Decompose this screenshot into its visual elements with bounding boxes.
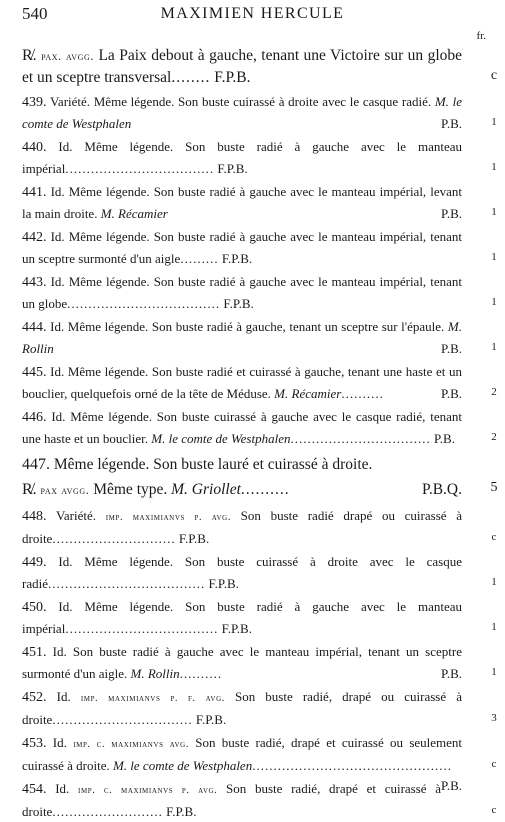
- leader-dots: ..........: [341, 385, 384, 401]
- entry-text-continued: Son buste radié, drapé et cuirassé à droite: [22, 781, 442, 819]
- reverse-marker: R̸.: [22, 481, 37, 498]
- rarity: 1: [491, 160, 497, 173]
- leader-dots: ........: [171, 69, 211, 86]
- source-code: P.B.: [441, 665, 462, 681]
- collection: M. Griollet: [171, 481, 241, 498]
- entry-number: 441.: [22, 185, 47, 200]
- leader-dots: .....................................: [47, 575, 206, 591]
- leader-dots: .................................: [290, 430, 431, 446]
- entry-text-continued: Son buste radié, drapé et cuirassé ou seulement cuirassé à droite.: [22, 735, 463, 773]
- rarity: c: [490, 68, 498, 83]
- entry-number: 440.: [22, 140, 47, 155]
- entry-number: 444.: [22, 320, 47, 335]
- collection: M. le comte de Westphalen: [22, 94, 463, 131]
- entry-number: 446.: [22, 410, 47, 425]
- entry-text: La Paix debout à gauche, tenant une Victoire sur un globe et un sceptre transversal: [22, 47, 463, 86]
- source-code: F.P.B.: [166, 803, 197, 819]
- source-code: P.B.: [441, 205, 462, 221]
- reverse-marker: R̸.: [22, 47, 37, 64]
- legend: imp. c. maximianvs avg.: [73, 739, 189, 750]
- rarity: c: [491, 803, 497, 816]
- rarity: 1: [491, 295, 497, 308]
- source-code: F.P.B.: [223, 295, 254, 311]
- leader-dots: ....................................: [65, 620, 219, 636]
- rarity: c: [491, 757, 497, 770]
- rarity: 1: [491, 250, 497, 263]
- rarity: 1: [491, 115, 497, 128]
- source-code: F.P.B.: [221, 620, 252, 636]
- collection: M. Rollin: [22, 319, 463, 356]
- entry-number: 452.: [22, 690, 47, 705]
- rarity: 1: [491, 575, 497, 588]
- entry-text: Id. Même légende. Son buste radié et cuirassé à gauche, tenant une haste et un bouclier, quelquefois orné de la tête de Méduse.: [22, 364, 463, 401]
- page-header: [0, 4, 505, 34]
- rarity-column-label: fr.: [476, 30, 486, 42]
- leader-dots: ...................................: [65, 160, 215, 176]
- entry-text: Id.: [56, 689, 71, 704]
- entry-number: 439.: [22, 95, 47, 110]
- source-code: P.B.: [441, 340, 462, 356]
- source-code: P.B.: [433, 430, 455, 446]
- rarity: 1: [491, 620, 497, 633]
- entry-text: Même type.: [93, 481, 168, 498]
- leader-dots: ..........: [240, 481, 290, 498]
- entry-text: Id. Même légende. Son buste radié à gauche avec le manteau impérial, tenant un globe: [22, 274, 463, 311]
- catalogue-entry: [22, 362, 497, 404]
- entry-text: Id.: [55, 781, 70, 796]
- catalogue-entry: [22, 317, 497, 359]
- entry-number: 445.: [22, 365, 47, 380]
- catalogue-entry: [22, 272, 497, 314]
- entry-number: 448.: [22, 509, 47, 524]
- entry-text: Variété. Même légende. Son buste cuirassé à droite avec le casque radié.: [49, 94, 432, 109]
- source-code: F.P.B.: [195, 711, 227, 727]
- catalogue-entry: [22, 182, 497, 224]
- entry-text: Id. Même légende. Son buste radié à gauche avec le manteau impérial: [22, 599, 463, 636]
- catalogue-entry: [22, 687, 497, 730]
- leader-dots: ...............................................: [252, 757, 452, 773]
- source-code: F.P.B.: [217, 160, 248, 176]
- catalogue-entry: [22, 597, 497, 639]
- catalogue-entry: [22, 92, 497, 134]
- legend: imp. c. maximianvs p. avg.: [78, 785, 218, 796]
- rarity: c: [491, 530, 497, 543]
- source-code: P.B.Q.: [421, 481, 462, 498]
- catalogue-entry: [22, 227, 497, 269]
- entry-number: 453.: [22, 736, 47, 751]
- collection: M. le comte de Westphalen: [151, 430, 291, 446]
- leader-dots: .............................: [52, 530, 176, 546]
- entry-number: 442.: [22, 230, 47, 245]
- entry-number: 451.: [22, 645, 47, 660]
- entry-text: Id. Même légende. Son buste cuirassé à gauche avec le casque radié, tenant une haste et un bouclier.: [22, 409, 463, 446]
- rarity: 5: [490, 480, 498, 495]
- leader-dots: ..........................: [52, 803, 163, 819]
- rarity: 1: [491, 665, 497, 678]
- rarity: 3: [491, 711, 497, 724]
- entry-text: Même légende. Son buste lauré et cuirassé à droite.: [53, 456, 373, 473]
- leader-dots: ....................................: [67, 295, 221, 311]
- entry-text: Variété.: [55, 508, 97, 523]
- source-code: F.P.B.: [214, 69, 251, 86]
- catalogue-entry: [22, 479, 498, 501]
- leader-dots: .................................: [52, 711, 193, 727]
- entry-text: Id. Son buste radié à gauche avec le manteau impérial, tenant un sceptre surmonté d'un aigle.: [22, 644, 462, 681]
- entry-text: Id. Même légende. Son buste radié à gauche avec le manteau impérial, tenant un sceptre surmonté d'un aigle: [22, 229, 463, 266]
- collection: M. Rollin: [130, 665, 180, 681]
- entry-text: Id.: [52, 735, 67, 750]
- rarity: 1: [491, 205, 497, 218]
- legend: imp. maximianvs p. avg.: [105, 512, 231, 523]
- entry-number: 443.: [22, 275, 47, 290]
- catalogue-entry: [22, 407, 497, 449]
- source-code: P.B.: [441, 385, 462, 401]
- catalogue-entry: [22, 506, 497, 549]
- running-title: MAXIMIEN HERCULE: [160, 5, 345, 22]
- catalogue-entry: [22, 137, 497, 179]
- page-number: 540: [22, 4, 48, 23]
- entry-text-continued: Son buste radié drapé ou cuirassé à droite: [22, 508, 463, 546]
- source-code: F.P.B.: [208, 575, 239, 591]
- collection: M. le comte de Westphalen: [112, 757, 253, 773]
- catalogue-entry: [22, 45, 498, 89]
- entry-text: Id. Même légende. Son buste radié à gauche avec le manteau impérial, levant la main droite.: [22, 184, 463, 221]
- entry-text: Id. Même légende. Son buste radié à gauche, tenant un sceptre sur l'épaule.: [50, 319, 445, 334]
- entry-number: 447.: [22, 456, 50, 473]
- catalogue-entries: [0, 45, 505, 822]
- leader-dots: .........: [180, 250, 219, 266]
- legend: imp. maximianvs p. f. avg.: [80, 693, 225, 704]
- entry-number: 449.: [22, 555, 47, 570]
- entry-text: Id. Même légende. Son buste radié à gauche avec le manteau impérial: [22, 139, 463, 176]
- leader-dots: ..........: [179, 665, 223, 681]
- rarity: 2: [491, 430, 497, 443]
- entry-number: 450.: [22, 600, 47, 615]
- entry-number: 454.: [22, 782, 47, 797]
- catalogue-entry: [22, 552, 497, 594]
- legend: pax. avgg.: [41, 49, 95, 63]
- entry-text-continued: Son buste radié, drapé ou cuirassé à droite: [22, 689, 462, 727]
- collection: M. Récamier: [274, 385, 342, 401]
- rarity: 1: [491, 340, 497, 353]
- catalogue-entry: [22, 454, 462, 476]
- legend: pax avgg.: [40, 483, 90, 497]
- collection: M. Récamier: [100, 205, 168, 221]
- entry-text: Id. Même légende. Son buste cuirassé à droite avec le casque radié: [22, 554, 463, 591]
- rarity: 2: [491, 385, 497, 398]
- catalogue-entry: [22, 642, 497, 684]
- source-code: P.B.: [441, 115, 462, 131]
- source-code: F.P.B.: [178, 530, 210, 546]
- source-code: F.P.B.: [221, 250, 253, 266]
- source-code: P.B.: [441, 778, 462, 793]
